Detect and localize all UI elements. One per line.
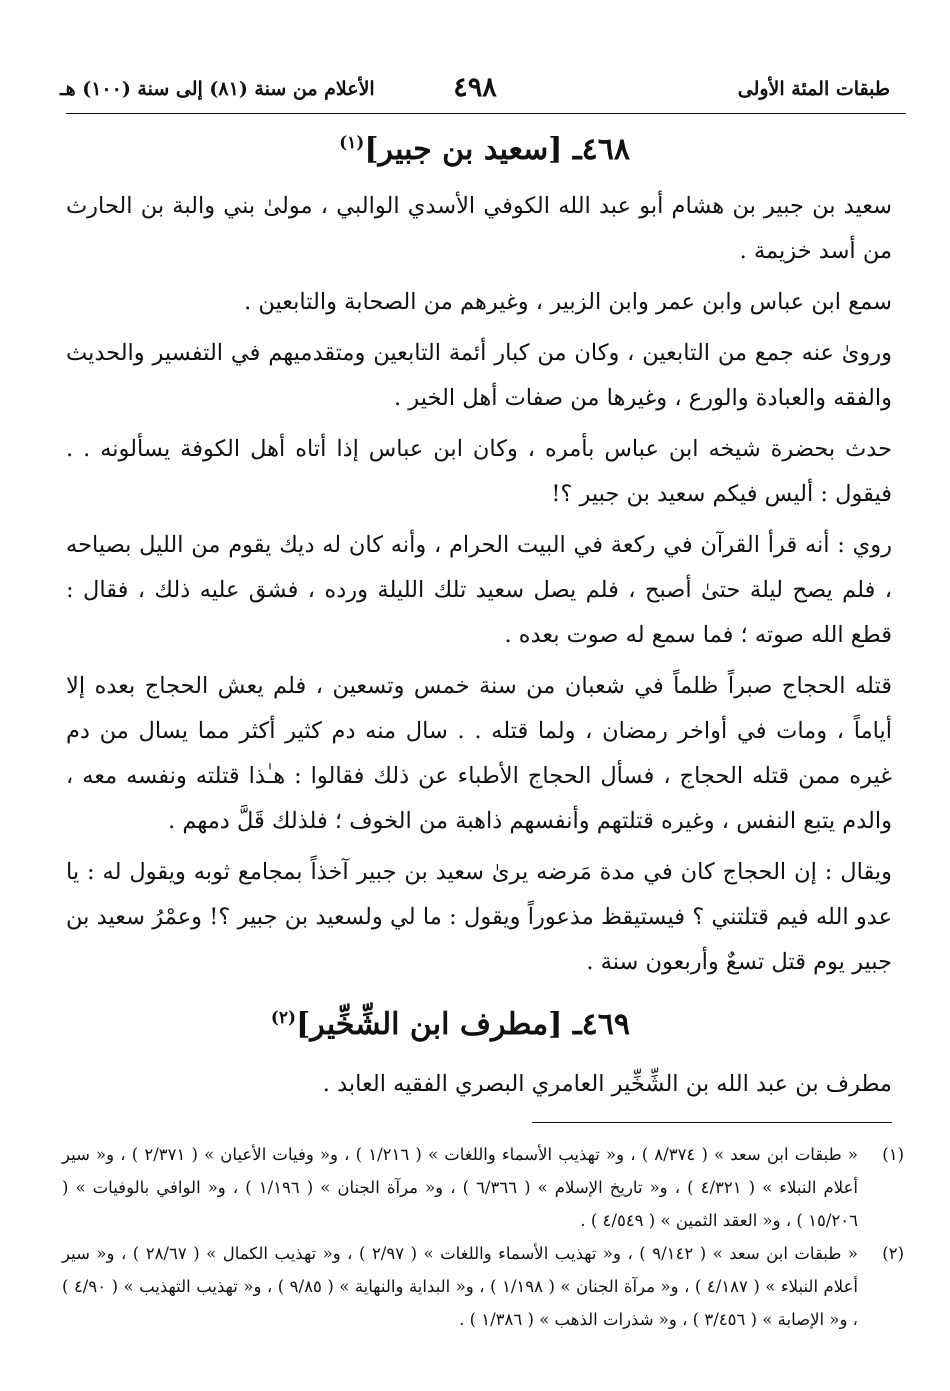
running-head: [60, 72, 890, 112]
paragraph: وروىٰ عنه جمع من التابعين ، وكان من كبار أئمة التابعين ومتقدميهم في التفسير والحديث والفقه والعبادة والورع ، وغيرها من صفات أهل الخير .: [66, 340, 892, 411]
header-divider: [66, 113, 906, 114]
entry-heading-469: [271, 1007, 630, 1042]
paragraph: روي : أنه قرأ القرآن في ركعة في البيت الحرام ، وأنه كان له ديك يقوم من الليل بصياحه ، فلم يصح ليلة حتىٰ أصبح ، فلم يصل سعيد تلك الليلة ورده ، فشق عليه ذلك ، فقال : قطع الله صوته ؛ فما سمع له صوت بعده .: [66, 532, 892, 648]
footnote-ref[interactable]: (٢): [270, 1008, 297, 1028]
entry-heading-text: ٤٦٩ـ [مطرف ابن الشِّخِّير]: [296, 1007, 630, 1042]
paragraph: سمع ابن عباس وابن عمر وابن الزبير ، وغيرهم من الصحابة والتابعين .: [244, 289, 892, 315]
footnote-text: « طبقات ابن سعد » ( ٨/٣٧٤ ) ، و« تهذيب الأسماء واللغات » ( ١/٢١٦ ) ، و« وفيات الأعيان » ( ٢/٣٧١ ) ، و« سير أعلام النبلاء » ( ٤/٣٢١ ) ، و« تاريخ الإسلام » ( ٦/٣٦٦ ) ، و« مرآة الجنان » ( ١/١٩٦ ) ، و« الوافي بالوفيات » ( ١٥/٢٠٦ ) ، و« العقد الثمين » ( ٤/٥٤٩ ) .: [62, 1145, 859, 1230]
paragraph: قتله الحجاج صبراً ظلماً في شعبان من سنة خمس وتسعين ، فلم يعش الحجاج بعده إلا أياماً ، ومات في أواخر رمضان ، ولما قتله . . سال منه دم كثير أكثر مما يسال من دم غيره ممن قتله الحجاج ، فسأل الحجاج الأطباء عن ذلك فقالوا : هـٰذا قتلته ونفسه معه ، والدم يتبع النفس ، وغيره قتلتهم وأنفسهم ذاهبة من الخوف ؛ فلذلك قَلَّ دمهم .: [66, 673, 892, 834]
section-range: الأعلام من سنة (٨١) إلى سنة (١٠٠) هـ: [60, 78, 375, 100]
footnote-1: [62, 1138, 904, 1237]
page-number: ٤٩٨: [453, 72, 497, 103]
paragraph: ويقال : إن الحجاج كان في مدة مَرضه يرىٰ سعيد بن جبير آخذاً بمجامع ثوبه ويقول له : يا عدو الله فيم قتلتني ؟ فيستيقظ مذعوراً ويقول : ما لي ولسعيد بن جبير ؟! وعمْرُ سعيد بن جبير يوم قتل تسعٌ وأربعون سنة .: [66, 859, 892, 975]
footnote-divider: [532, 1122, 892, 1123]
entry-body-468: [66, 184, 892, 991]
book-title: طبقات المئة الأولى: [737, 78, 890, 100]
footnote-text: « طبقات ابن سعد » ( ٩/١٤٢ ) ، و« تهذيب الأسماء واللغات » ( ٢/٩٧ ) ، و« تهذيب الكمال » ( ٢٨/٦٧ ) ، و« سير أعلام النبلاء » ( ٤/١٨٧ ) ، و« مرآة الجنان » ( ١/١٩٨ ) ، و« البداية والنهاية » ( ٩/٨٥ ) ، و« تهذيب التهذيب » ( ٤/٩٠ ) ، و« الإصابة » ( ٣/٤٥٦ ) ، و« شذرات الذهب » ( ١/٣٨٦ ) .: [62, 1244, 859, 1329]
paragraph: حدث بحضرة شيخه ابن عباس بأمره ، وكان ابن عباس إذا أتاه أهل الكوفة يسألونه . . فيقول : أليس فيكم سعيد بن جبير ؟!: [66, 436, 892, 507]
footnotes: [62, 1138, 904, 1336]
footnote-2: [62, 1237, 904, 1336]
entry-body-469: [66, 1062, 892, 1113]
entry-heading-468: [339, 132, 630, 167]
entry-heading-text: ٤٦٨ـ [سعيد بن جبير]: [364, 132, 630, 167]
footnote-number: (١): [882, 1145, 904, 1164]
paragraph: مطرف بن عبد الله بن الشِّخِّير العامري البصري الفقيه العابد .: [322, 1071, 892, 1097]
footnote-ref[interactable]: (١): [339, 133, 365, 153]
paragraph: سعيد بن جبير بن هشام أبو عبد الله الكوفي الأسدي الوالبي ، مولىٰ بني والبة بن الحارث من أسد خزيمة .: [66, 193, 892, 264]
footnote-number: (٢): [882, 1244, 904, 1263]
